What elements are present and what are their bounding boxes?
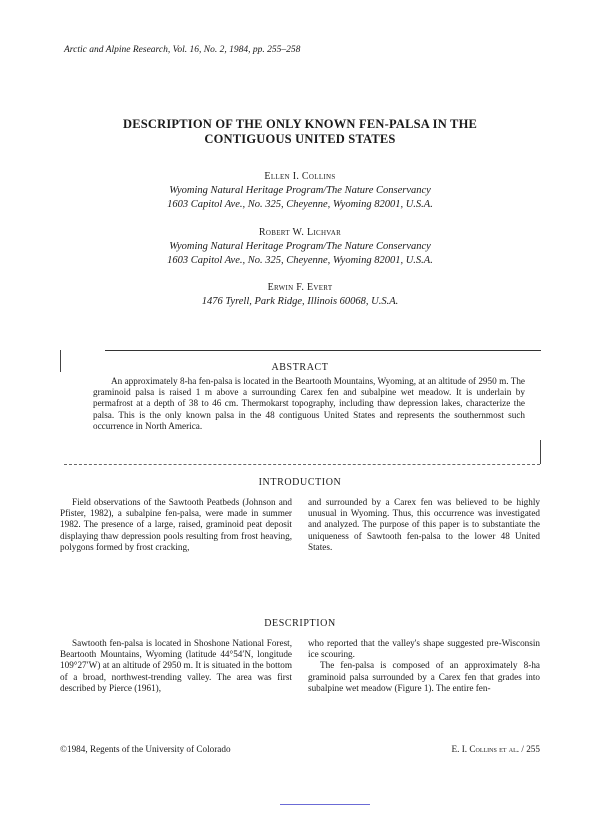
copyright-footer: ©1984, Regents of the University of Colorado [60, 744, 231, 754]
footer-authors: E. I. Collins et al. [451, 744, 520, 754]
author-affiliation: Wyoming Natural Heritage Program/The Nature Conservancy [169, 241, 431, 252]
paragraph: The fen-palsa is composed of an approximately 8-ha graminoid palsa surrounded by a Carex fen that grades into subalpine wet meadow (Figure 1). The entire fen- [308, 660, 540, 693]
title-line-2: CONTIGUOUS UNITED STATES [204, 132, 396, 146]
abstract-bottom-rule [64, 464, 540, 465]
author-block-2 [60, 226, 540, 268]
running-footer [452, 744, 540, 754]
paragraph: and surrounded by a Carex fen was believed to be highly unusual in Wyoming. Thus, this occurrence was investigated and analyzed. The purpose of this paper is to substantiate the uniqueness of Sawtooth fen-palsa to the lower 48 United States. [308, 497, 540, 552]
paragraph: who reported that the valley's shape suggested pre-Wisconsin ice scouring. [308, 638, 540, 660]
introduction-heading: INTRODUCTION [258, 477, 342, 488]
page-link-underline[interactable] [280, 804, 370, 805]
author-affiliation: Wyoming Natural Heritage Program/The Nature Conservancy [169, 185, 431, 196]
page-number: / 255 [521, 744, 540, 754]
introduction-col-left [60, 497, 292, 553]
margin-mark [540, 440, 541, 464]
author-block-3 [60, 281, 540, 309]
author-address: 1603 Capitol Ave., No. 325, Cheyenne, Wyoming 82001, U.S.A. [167, 199, 433, 210]
description-col-right [308, 638, 540, 694]
author-address: 1603 Capitol Ave., No. 325, Cheyenne, Wyoming 82001, U.S.A. [167, 255, 433, 266]
abstract-heading: ABSTRACT [271, 362, 329, 373]
paragraph: Field observations of the Sawtooth Peatbeds (Johnson and Pfister, 1982), a subalpine fen-palsa, were made in summer 1982. The presence of a large, raised, graminoid peat deposit displaying thaw depression pools resulting from frost heaving, polygons formed by frost cracking, [60, 497, 292, 552]
description-heading: DESCRIPTION [264, 618, 336, 629]
author-block-1 [60, 170, 540, 212]
author-name: Ellen I. Collins [264, 171, 336, 182]
paper-title [60, 117, 540, 147]
title-line-1: DESCRIPTION OF THE ONLY KNOWN FEN-PALSA IN THE [122, 117, 478, 131]
description-col-left [60, 638, 292, 694]
author-address: 1476 Tyrell, Park Ridge, Illinois 60068, U.S.A. [201, 296, 399, 307]
introduction-col-right [308, 497, 540, 553]
author-name: Erwin F. Evert [267, 282, 333, 293]
paragraph: Sawtooth fen-palsa is located in Shoshone National Forest, Beartooth Mountains, Wyoming (latitude 44°54′N, longitude 109°27′W) at an altitude of 2950 m. It is situated in the bottom of a broad, northwest-trending valley. The area was first described by Pierce (1961), [60, 638, 292, 693]
abstract-text: An approximately 8-ha fen-palsa is located in the Beartooth Mountains, Wyoming, at an altitude of 2950 m. The graminoid palsa is raised 1 m above a surrounding Carex fen and subalpine wet meadow. It is underlain by permafrost at a depth of 38 to 46 cm. Thermokarst topography, including thaw depression lakes, characterize the palsa. This is the only known palsa in the 48 contiguous United States and represents the southernmost such occurrence in North America. [93, 376, 525, 431]
author-name: Robert W. Lichvar [258, 227, 342, 238]
journal-citation: Arctic and Alpine Research, Vol. 16, No. 2, 1984, pp. 255–258 [64, 45, 301, 55]
abstract-top-rule [105, 350, 541, 351]
